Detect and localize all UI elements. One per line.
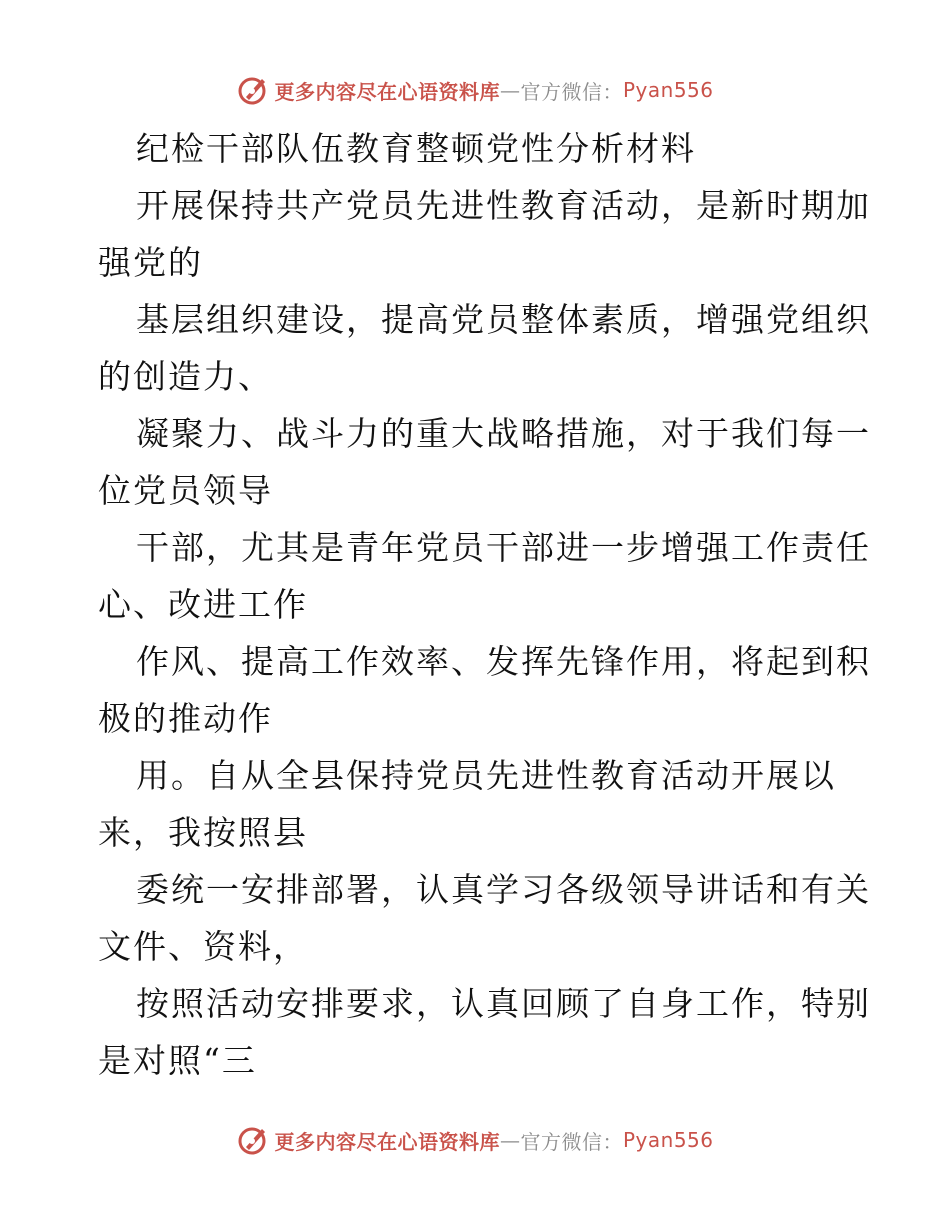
watermark-label: 官方微信： bbox=[520, 79, 623, 104]
watermark-wechat-id: Pyan556 bbox=[622, 78, 714, 102]
paragraph-line: 的创造力、 bbox=[98, 357, 273, 396]
paragraph-line: 作风、提高工作效率、发挥先锋作用，将起到积 bbox=[136, 642, 871, 681]
paragraph-line: 心、改进工作 bbox=[98, 585, 308, 624]
paragraph-line: 按照活动安排要求，认真回顾了自身工作，特别 bbox=[136, 984, 871, 1023]
watermark-separator: — bbox=[499, 1128, 521, 1152]
watermark-label: 官方微信： bbox=[520, 1129, 623, 1154]
paragraph-line: 来，我按照县 bbox=[98, 813, 308, 852]
watermark-separator: — bbox=[499, 78, 521, 102]
paragraph-line: 强党的 bbox=[98, 243, 203, 282]
paragraph-line: 位党员领导 bbox=[98, 471, 273, 510]
document-title: 纪检干部队伍教育整顿党性分析材料 bbox=[136, 129, 696, 168]
header-watermark bbox=[0, 70, 950, 110]
paragraph-line: 委统一安排部署，认真学习各级领导讲话和有关 bbox=[136, 870, 871, 909]
paragraph-line: 是对照“三 bbox=[98, 1041, 257, 1080]
pen-logo-icon bbox=[236, 1123, 270, 1157]
watermark-brand-text: 更多内容尽在心语资料库 bbox=[274, 79, 500, 104]
paragraph-line: 干部，尤其是青年党员干部进一步增强工作责任 bbox=[136, 528, 871, 567]
pen-logo-icon bbox=[236, 73, 270, 107]
paragraph-line: 文件、资料， bbox=[98, 927, 308, 966]
watermark-wechat-id: Pyan556 bbox=[622, 1128, 714, 1152]
document-body bbox=[98, 120, 871, 1089]
paragraph-line: 极的推动作 bbox=[98, 699, 273, 738]
paragraph-line: 基层组织建设，提高党员整体素质，增强党组织 bbox=[136, 300, 871, 339]
watermark-brand-text: 更多内容尽在心语资料库 bbox=[274, 1129, 500, 1154]
footer-watermark bbox=[0, 1120, 950, 1160]
paragraph-line: 开展保持共产党员先进性教育活动，是新时期加 bbox=[136, 186, 871, 225]
paragraph-line: 用。自从全县保持党员先进性教育活动开展以 bbox=[136, 756, 836, 795]
paragraph-line: 凝聚力、战斗力的重大战略措施，对于我们每一 bbox=[136, 414, 871, 453]
